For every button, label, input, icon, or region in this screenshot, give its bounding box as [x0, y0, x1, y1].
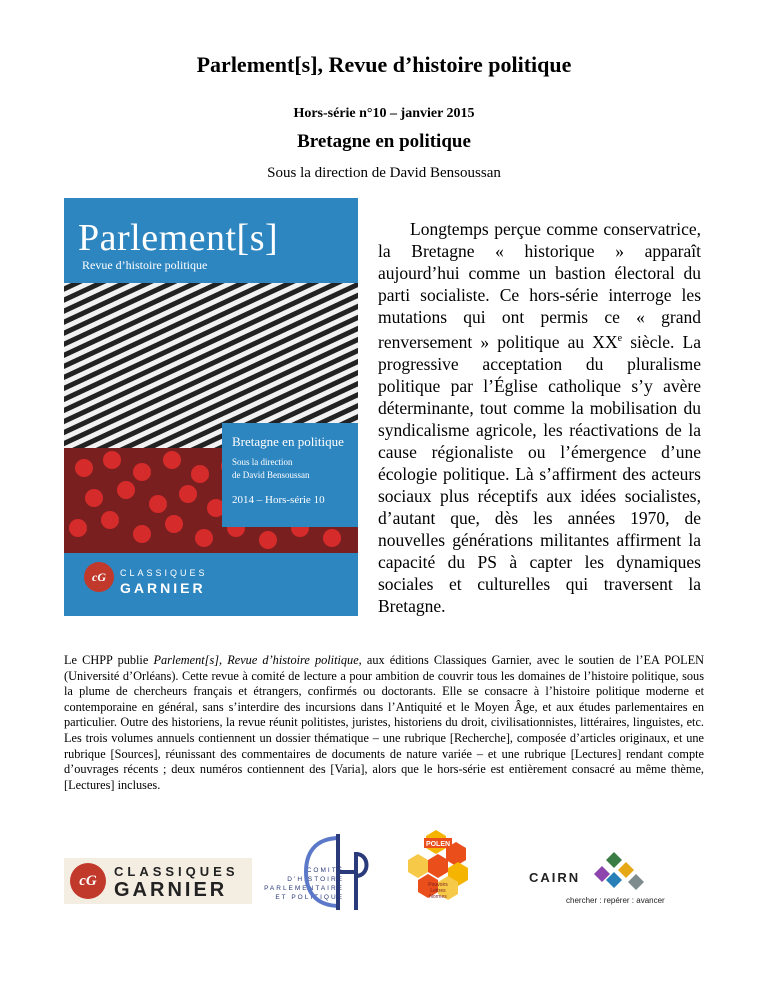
- description-part2: , aux éditions Classiques Garnier, avec le soutien de l’EA POLEN (Université d’Orléans). Cette revue à comité de lecture a pour ambition de couvrir tous les domaines de l’histoire politique, sous la plume de chercheurs français et étrangers, confirmés ou doctorants. Elle se consacre à l’histoire politique moderne et contemporaine en général, sans s’interdire des incursions dans l’Antiquité et le Moyen Âge, et aux études parlementaires en particulier. Outre des historiens, la revue réunit politistes, juristes, historiens du droit, civilisationnistes, littéraires, linguistes, etc. Les trois volumes annuels contiennent un dossier thématique – une rubrique [Recherche], composée d’articles originaux, et une rubrique [Sources], réunissant des commentaires de documents de nature variée – et une rubrique [Lectures] rendant compte d’ouvrages récents ; deux numéros contiennent des [Varia], alors que le hors-série est entièrement consacré au même thème, [Lectures] incluses.: [64, 653, 705, 792]
- polen-sub: Lettres: [430, 888, 446, 894]
- polen-label: POLEN: [425, 841, 451, 848]
- issue-subtitle: Bretagne en politique: [297, 131, 471, 152]
- abstract-part2: siècle. La progressive acceptation du pluralisme politique par l’Église catholique s’y avère déterminante, tout comme la mobilisation du syndicalisme agricole, les réactivations de la cause régionaliste ou l’émergence d’une écologie politique. Là s’affirment des acteurs sociaux plus réceptifs aux idées socialistes, d’autant que, dès les années 1970, de nouvelles générations militantes affirment la capacité du PS à capter les dynamiques sociales et culturelles qui traversent la Bretagne.: [378, 331, 701, 616]
- journal-name-italic: Parlement[s], Revue d’histoire politique: [153, 653, 359, 667]
- cover-publisher-line1: CLASSIQUES: [120, 568, 208, 578]
- classiques-garnier-logo: [64, 858, 252, 904]
- page-title: Parlement[s], Revue d’histoire politique: [196, 52, 572, 77]
- abstract-part1: Longtemps perçue comme conservatrice, la Bretagne « historique » apparaît aujourd’hui comme un bastion électoral du parti socialiste. Ce hors-série interroge les mutations qui ont permis ce « grand renversement » politique au XX: [378, 219, 701, 352]
- chpp-line: PARLEMENTAIRE: [264, 885, 344, 892]
- polen-logo-icon: [404, 830, 474, 912]
- classiques-garnier-line2: GARNIER: [114, 879, 228, 901]
- cover-publisher-logo-icon: cG: [84, 562, 114, 592]
- abstract-sup: e: [617, 333, 623, 344]
- cover-box-director-line2: de David Bensoussan: [232, 470, 310, 480]
- cover-box-director: [232, 456, 310, 482]
- cairn-tagline: chercher : repérer : avancer: [566, 896, 665, 905]
- cairn-logo-icon: [592, 852, 648, 896]
- cover-title: Parlement[s]: [78, 217, 279, 259]
- cairn-logo-text: CAIRN: [529, 870, 581, 885]
- issue-info: Hors-série n°10 – janvier 2015: [293, 106, 475, 121]
- cover-publisher-line2: GARNIER: [120, 580, 206, 596]
- classiques-garnier-line1: CLASSIQUES: [114, 864, 239, 879]
- cover-box-title: Bretagne en politique: [232, 434, 344, 449]
- chpp-logo-icon: [300, 832, 370, 912]
- cover-box-director-line1: Sous la direction: [232, 457, 293, 467]
- cover-subtitle: Revue d’histoire politique: [82, 258, 208, 272]
- classiques-garnier-mark-icon: cG: [70, 863, 106, 899]
- issue-director: Sous la direction de David Bensoussan: [267, 165, 501, 181]
- cover-box-year: 2014 – Hors-série 10: [232, 494, 325, 506]
- polen-sub: Normes: [429, 894, 447, 900]
- description-part1: Le CHPP publie: [64, 653, 154, 667]
- chpp-line: ET POLITIQUE: [275, 894, 344, 901]
- chpp-line: COMITÉ: [306, 867, 344, 874]
- chpp-line: D’HISTOIRE: [287, 876, 344, 883]
- polen-sub: Pouvoirs: [428, 882, 448, 888]
- journal-description: [64, 653, 704, 793]
- partner-logos: [0, 830, 768, 920]
- abstract-text: [378, 218, 701, 617]
- book-cover: [64, 198, 358, 616]
